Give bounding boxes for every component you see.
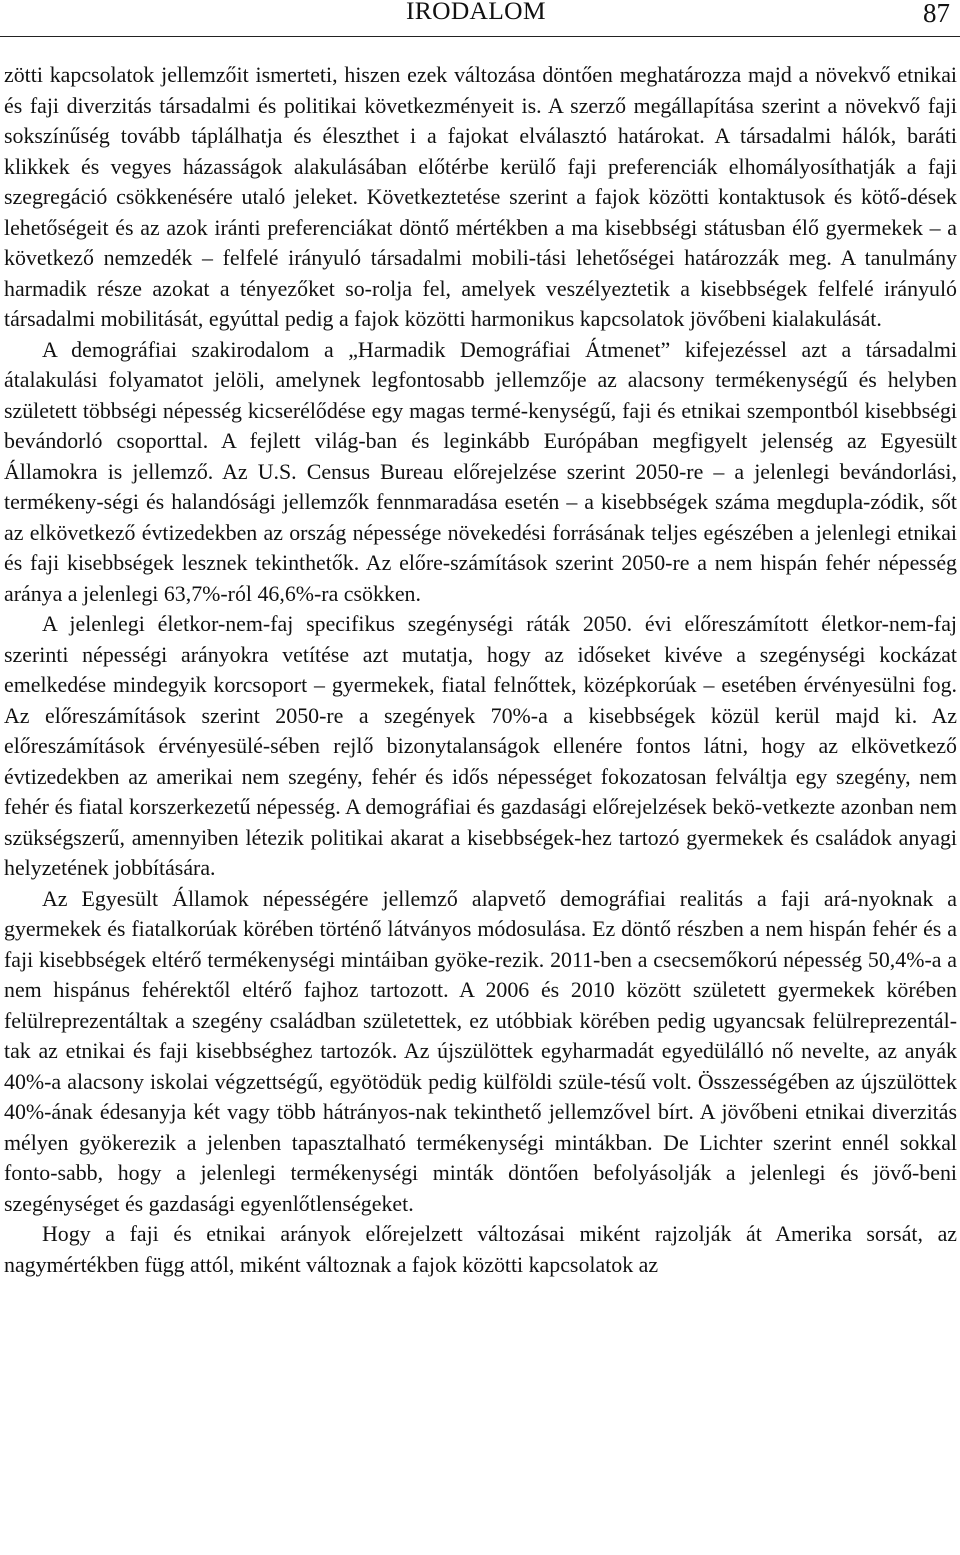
paragraph-demographic-transition: A demográfiai szakirodalom a „Harmadik Demográfiai Átmenet” kifejezéssel azt a társadalmi átalakulási folyamatot jelöli, amelynek legfontosabb jellemzője az alacsony termékenységű és helyben született többségi népesség kicserélődése egy magas termé-kenységű, faji és etnikai szempontból kisebbségi bevándorló csoporttal. A fejlett világ-ban és leginkább Európában megfigyelt jelenség az Egyesült Államokra is jellemző. Az U.S. Census Bureau előrejelzése szerint 2050-re – a jelenlegi bevándorlási, termékeny-ségi és halandósági jellemzők fennmaradása esetén – a kisebbségek száma megdupla-zódik, sőt az elkövetkező évtizedekben az ország népessége növekedési forrásának teljes egészében a jelenlegi etnikai és faji kisebbségek lesznek tekinthetők. Az előre-számítások szerint 2050-re a nem hispán fehér népesség aránya a jelenlegi 63,7%-ról 46,6%-ra csökken. bbox=[4, 336, 957, 606]
paragraph-continued: zötti kapcsolatok jellemzőit ismerteti, hiszen ezek változása döntően meghatározza majd a növekvő etnikai és faji diverzitás társadalmi és politikai következményeit is. A szerző megállapítása szerint a növekvő faji sokszínűség tovább táplálhatja és éleszthet i a fajokat elválasztó határokat. A társadalmi hálók, baráti klikkek és vegyes házasságok alakulásában előtérbe kerülő faji preferenciák elhomályosíthatják a faji szegregáció csökkenésére utaló jeleket. Következtetése szerint a fajok közötti kontaktusok és kötő-dések lehetőségeit és az azok iránti preferenciákat döntő mértékben a ma kisebbségi státusban élő gyermekek – a következő nemzedék – felfelé irányuló társadalmi mobili-tási lehetőségei határozzák meg. A tanulmány harmadik része azokat a tényezőket so-rolja fel, amelyek veszélyeztetik a kisebbségek felfelé irányuló társadalmi mobilitását, egyúttal pedig a fajok közötti harmonikus kapcsolatok jövőbeni kialakulását. bbox=[4, 62, 957, 331]
paragraph-future-relations: Hogy a faji és etnikai arányok előrejelzett változásai miként rajzolják át Amerika sorsát, az nagymértékben függ attól, miként változnak a fajok közötti kapcsolatok az bbox=[4, 1221, 957, 1277]
paragraph-poverty-rates: A jelenlegi életkor-nem-faj specifikus szegénységi ráták 2050. évi előreszámított életkor-nem-faj szerinti népességi arányokra vetítése azt mutatja, hogy az időseket kivéve a szegénységi kockázat emelkedése mindegyik korcsoport – gyermekek, fiatal felnőttek, középkorúak – esetében érvényesülni fog. Az előreszámítások szerint 2050-re a szegények 70%-a a kisebbségek közül kerül majd ki. Az előreszámítások érvényesülé-sében rejlő bizonytalanságok ellenére fontos látni, hogy az elkövetkező évtizedekben az amerikai nem szegény, fehér és idős népességet fokozatosan felváltja egy szegény, nem fehér és fiatal korszerkezetű népesség. A demográfiai és gazdasági előrejelzések bekö-vetkezte azonban nem szükségszerű, amennyiben létezik politikai akarat a kisebbségek-hez tartozó gyermekek és családok anyagi helyzetének jobbítására. bbox=[4, 611, 957, 880]
header-rule bbox=[0, 36, 960, 37]
page-number: 87 bbox=[923, 0, 950, 28]
running-title: IRODALOM bbox=[406, 0, 546, 25]
page-header bbox=[0, 0, 960, 44]
body-text bbox=[4, 60, 957, 1280]
paragraph-demographic-reality: Az Egyesült Államok népességére jellemző alapvető demográfiai realitás a faji ará-nyoknak a gyermekek és fiatalkorúak körében történő látványos módosulása. Ez döntő részben a nem hispán fehér és a faji kisebbségek eltérő termékenységi mintáiban gyöke-rezik. 2011-ben a csecsemőkorú népesség 50,4%-a a nem hispánus fehérektől eltérő fajhoz tartozott. A 2006 és 2010 között született gyermekek körében felülreprezentáltak a szegény családban születettek, ez utóbbiak körében pedig ugyancsak felülreprezentál-tak az etnikai és faji kisebbséghez tartozók. Az újszülöttek egyharmadát egyedülálló nő nevelte, az anyák 40%-a alacsony iskolai végzettségű, egyötödük pedig külföldi szüle-tésű volt. Összességében az újszülöttek 40%-ának édesanyja két vagy több hátrányos-nak tekinthető jellemzővel bírt. A jövőbeni etnikai diverzitás mélyen gyökerezik a jelenben tapasztalható termékenységi mintákban. De Lichter szerint ennél sokkal fonto-sabb, hogy a jelenlegi termékenységi minták döntően befolyásolják a jelenlegi és jövő-beni szegénységet és gazdasági egyenlőtlenségeket. bbox=[4, 885, 957, 1216]
